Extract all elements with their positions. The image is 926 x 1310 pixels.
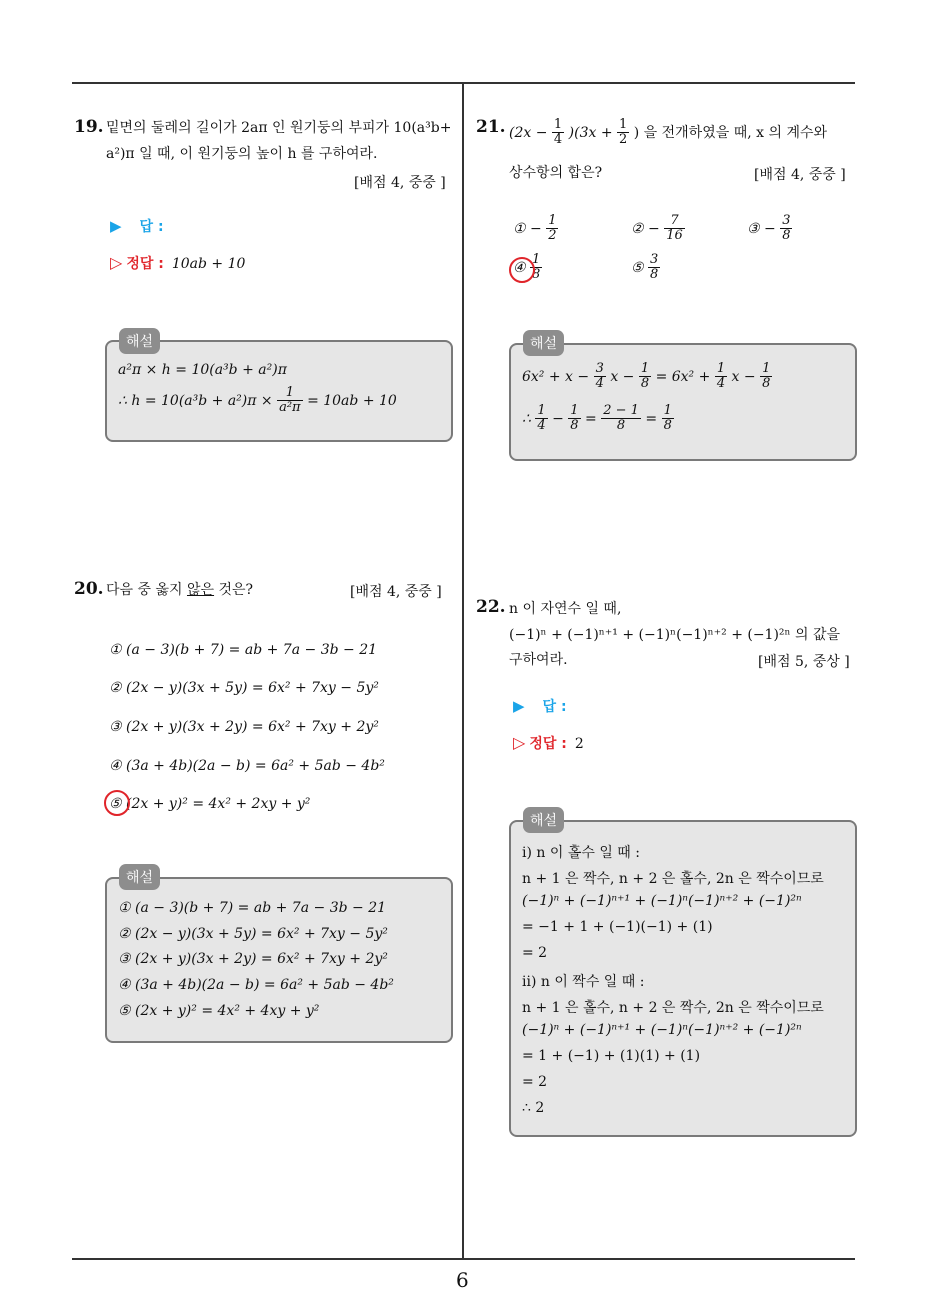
q20-option-2[interactable]: ② (2x − y)(3x + 5y) = 6x² + 7xy − 5y² [109,680,379,696]
frac [535,404,547,434]
frac-den: 8 [640,376,650,392]
q22-correct-row [513,733,584,753]
frac-den: 8 [762,376,771,392]
frac-den: 8 [616,418,626,434]
frac-den: 2 [619,132,628,148]
q20-text-underlined: 않은 [186,582,215,598]
q22-text-line3: 구하여라. [509,652,568,668]
q22-correct-label: 정답 : [529,736,567,752]
bottom-rule [72,1258,855,1260]
frac-den: 2 [548,228,557,244]
frac-den: 8 [650,267,659,283]
frac [715,362,727,392]
option-mark: ③ − [747,220,776,237]
q20-number: 20. [74,579,104,599]
frac-num: 1 [532,252,541,267]
q21-solution-box [509,343,857,461]
frac-den: 8 [782,228,791,244]
q21-solution-line1 [522,362,772,392]
frac-num: 2 − 1 [603,403,639,418]
q21-answer-circle-mark [509,257,535,283]
q21-frac-b [617,118,629,148]
q22-solution-line3: (−1)ⁿ + (−1)ⁿ⁺¹ + (−1)ⁿ(−1)ⁿ⁺² + (−1)²ⁿ [522,893,802,909]
frac [594,362,606,392]
seg: = [645,410,658,427]
q19-solution-line1: a²π × h = 10(a³b + a²)π [118,362,287,378]
q20-solution-line1: ① (a − 3)(b + 7) = ab + 7a − 3b − 21 [118,900,387,916]
frac-num: 7 [664,214,685,229]
q20-answer-circle-mark [104,790,130,816]
q21-text-b: )(3x + [568,124,613,141]
seg: 6x² + x − [522,368,590,385]
q20-option-1[interactable]: ① (a − 3)(b + 7) = ab + 7a − 3b − 21 [109,642,378,658]
q19-solution-line2-text: ∴ h = 10(a³b + a²)π × [118,392,273,409]
q21-solution-tag: 해설 [523,330,564,356]
q22-number: 22. [476,597,506,617]
outline-triangle-icon: ▷ [513,733,526,752]
option-fraction [664,214,685,244]
q21-number: 21. [476,117,506,137]
q19-solution-line2-result: = 10ab + 10 [307,392,397,409]
q20-solution-tag: 해설 [119,864,160,890]
frac-num: 1 [640,361,650,376]
q20-text [106,577,253,603]
q22-meta: [배점 5, 중상 ] [758,654,850,670]
option-fraction [780,214,792,244]
q20-solution-line3: ③ (2x + y)(3x + 2y) = 6x² + 7xy + 2y² [118,951,388,967]
option-mark: ① − [513,220,542,237]
q22-answer-label: 답 : [542,699,567,715]
q20-solution-line4: ④ (3a + 4b)(2a − b) = 6a² + 5ab − 4b² [118,977,394,993]
q22-solution-line6: ii) n 이 짝수 일 때 : [522,974,645,990]
q19-answer-row [110,216,164,236]
frac-den: 8 [663,418,672,434]
outline-triangle-icon: ▷ [110,253,123,272]
frac-num: 3 [650,252,659,267]
q19-meta: [배점 4, 중중 ] [354,175,446,191]
seg: x − [731,368,756,385]
q20-text-post: 것은? [214,582,254,598]
play-icon: ▶ [513,697,525,715]
q21-text-line2: 상수항의 합은? [509,165,603,181]
q22-solution-line1: i) n 이 홀수 일 때 : [522,845,640,861]
q21-solution-line2 [522,404,674,434]
q22-solution-line10: = 2 [522,1074,548,1090]
q22-solution-line8: (−1)ⁿ + (−1)ⁿ⁺¹ + (−1)ⁿ(−1)ⁿ⁺² + (−1)²ⁿ [522,1022,802,1038]
frac-num: 1 [663,403,672,418]
q22-correct-value: 2 [574,736,584,752]
q21-text-a: (2x − [509,124,548,141]
frac-den: 4 [716,376,726,392]
frac-den: 8 [570,418,579,434]
option-fraction [648,253,660,283]
frac-num: 1 [548,213,557,228]
q22-solution-line5: = 2 [522,945,548,961]
q22-solution-line4: = −1 + 1 + (−1)(−1) + (1) [522,919,713,935]
q21-option-1[interactable] [513,214,558,244]
q20-solution-line2: ② (2x − y)(3x + 5y) = 6x² + 7xy − 5y² [118,926,388,942]
option-mark: ② − [631,220,660,237]
play-icon: ▶ [110,217,122,235]
frac-num: 1 [762,361,771,376]
q21-frac-a [552,118,564,148]
q19-text-line2: a²)π 일 때, 이 원기둥의 높이 h 를 구하여라. [106,146,378,162]
frac [760,362,772,392]
frac-num: 1 [716,361,726,376]
column-divider [462,82,464,1259]
q20-option-3[interactable]: ③ (2x + y)(3x + 2y) = 6x² + 7xy + 2y² [109,719,379,735]
frac [662,404,674,434]
q21-text-line1 [509,118,827,148]
q20-solution-line5: ⑤ (2x + y)² = 4x² + 4xy + y² [118,1003,320,1019]
frac-den: 16 [666,228,683,244]
q21-text-c: ) 을 전개하였을 때, x 의 계수와 [633,124,828,141]
seg: ∴ [522,410,531,427]
frac-num: 1 [553,117,563,132]
q21-option-2[interactable] [631,214,685,244]
q22-text-line2: (−1)ⁿ + (−1)ⁿ⁺¹ + (−1)ⁿ(−1)ⁿ⁺² + (−1)²ⁿ 의 값을 [509,627,841,643]
seg: x − [610,368,635,385]
q20-meta: [배점 4, 중중 ] [350,584,442,600]
q19-correct-value: 10ab + 10 [171,256,246,272]
option-mark: ⑤ [631,259,644,276]
frac-num: 3 [782,213,791,228]
q22-solution-line11: ∴ 2 [522,1100,545,1116]
seg: − [552,410,564,427]
q22-solution-tag: 해설 [523,807,564,833]
q21-option-3[interactable] [747,214,792,244]
frac [568,404,580,434]
q22-answer-row [513,696,567,716]
frac-den: 4 [537,418,546,434]
frac-den: 4 [595,376,604,392]
q19-solution-tag: 해설 [119,328,160,354]
frac-num: 1 [537,403,546,418]
q22-solution-line9: = 1 + (−1) + (1)(1) + (1) [522,1048,701,1064]
option-fraction [546,214,558,244]
frac-den: a²π [279,400,301,416]
q22-solution-line7: n + 1 은 홀수, n + 2 은 짝수, 2n 은 짝수이므로 [522,1000,824,1016]
frac-num: 1 [570,403,579,418]
q19-number: 19. [74,117,104,137]
q20-text-pre: 다음 중 옳지 [106,582,187,598]
q19-text-line1: 밑면의 둘레의 길이가 2aπ 인 원기둥의 부피가 10(a³b+ [106,120,452,136]
frac-num: 1 [619,117,628,132]
option-mark: ④ [513,259,526,276]
frac-num: 3 [595,361,604,376]
q22-text-line1: n 이 자연수 일 때, [509,601,622,617]
q19-solution-line2 [118,386,397,416]
q21-option-5[interactable] [631,253,660,283]
q19-answer-label: 답 : [139,219,164,235]
q19-correct-row [110,253,245,273]
frac-den: 4 [553,132,563,148]
frac [639,362,651,392]
q22-solution-line2: n + 1 은 짝수, n + 2 은 홀수, 2n 은 짝수이므로 [522,871,824,887]
frac [601,404,641,434]
page-number: 6 [456,1268,469,1292]
seg: = [585,410,597,427]
seg: = 6x² + [655,368,711,385]
q19-correct-label: 정답 : [126,256,164,272]
frac-num: 1 [277,386,303,401]
q20-option-5[interactable]: ⑤ (2x + y)² = 4x² + 2xy + y² [109,796,311,812]
frac-den: 8 [532,267,541,283]
q21-meta: [배점 4, 중중 ] [754,167,846,183]
q20-option-4[interactable]: ④ (3a + 4b)(2a − b) = 6a² + 5ab − 4b² [109,758,385,774]
q19-solution-fraction [277,386,303,416]
